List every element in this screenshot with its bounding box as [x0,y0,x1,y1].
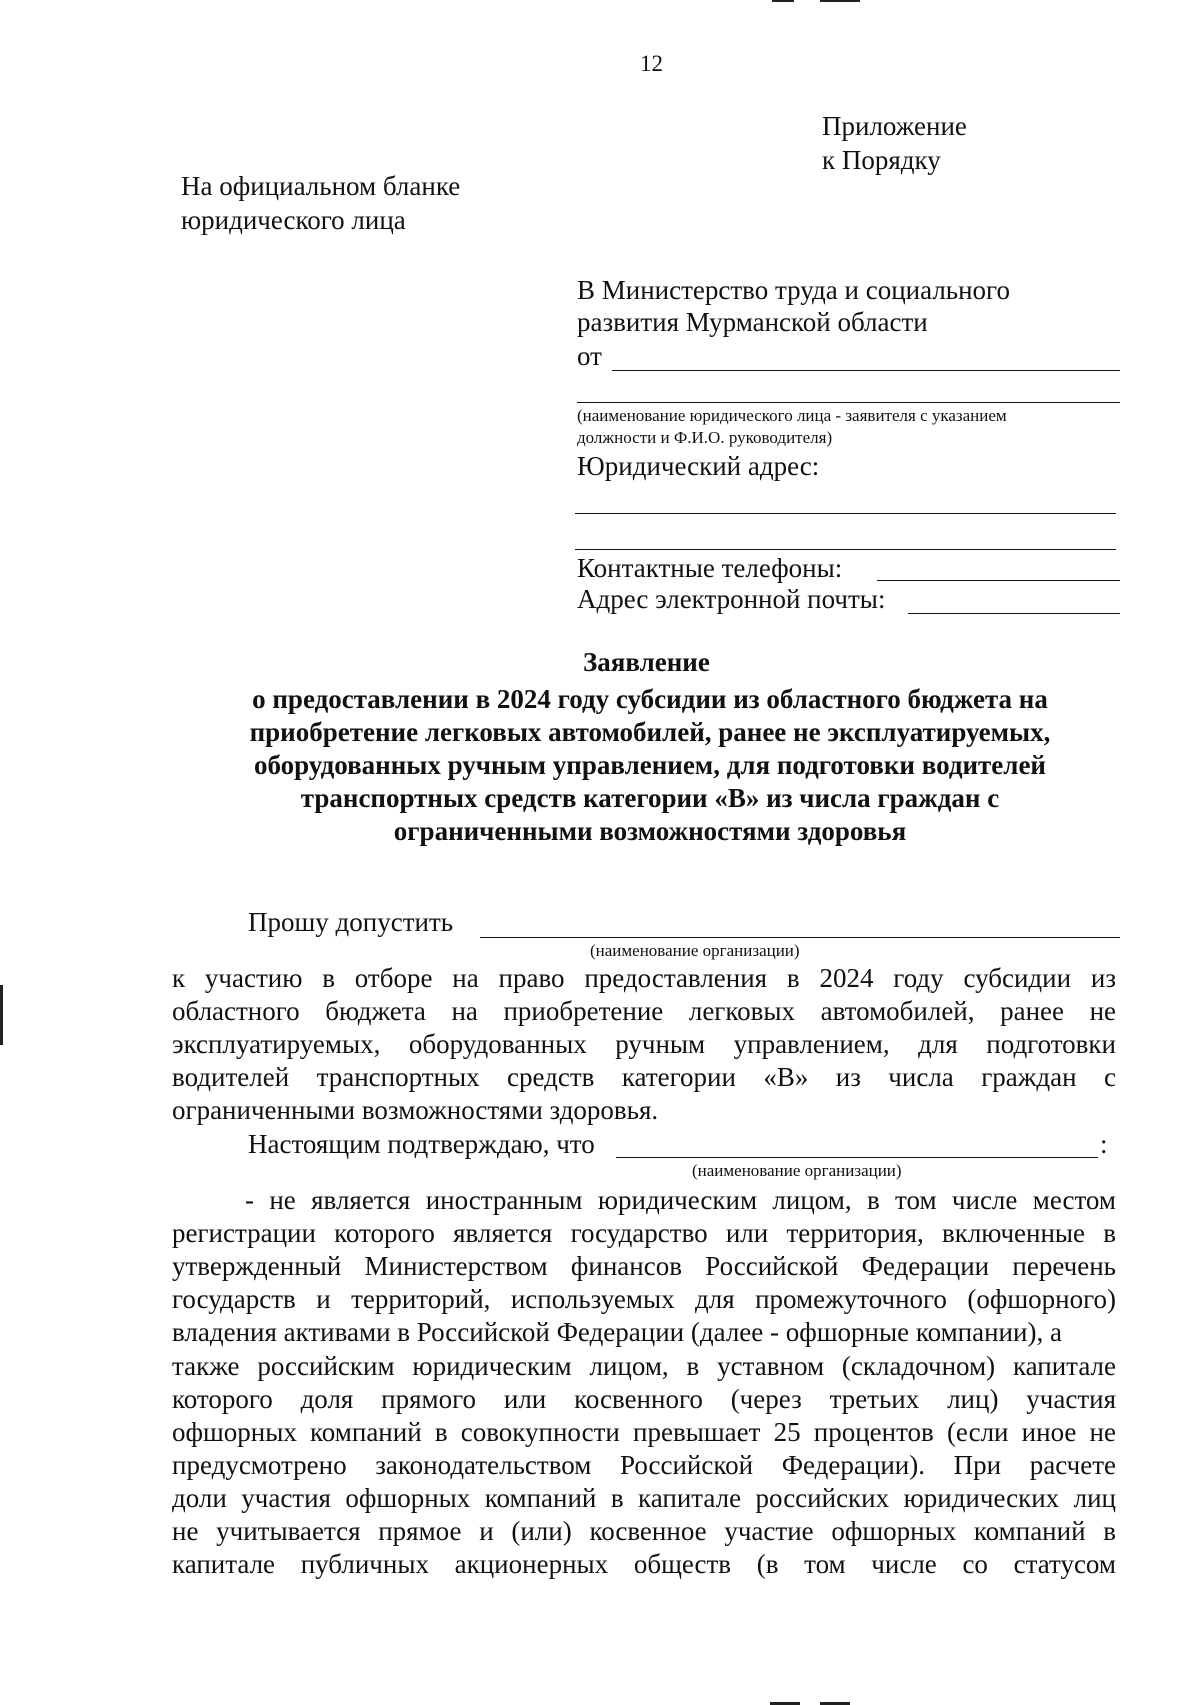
document-title: Заявление [583,647,710,677]
body-line-4: государств и территорий, используемых для промежуточного (офшорного) [172,1284,1116,1314]
request-text-line-2: областного бюджета на приобретение легковых автомобилей, ранее не [172,996,1116,1026]
appendix-line-1: Приложение [822,111,967,141]
page-number: 12 [640,51,663,76]
applicant-caption-line-2: должности и Ф.И.О. руководителя) [577,428,833,447]
title-line-5: ограниченными возможностями здоровья [393,816,907,846]
scan-mark-left [0,985,3,1045]
request-text-line-3: эксплуатируемых, оборудованных ручным управлением, для подготовки [172,1029,1116,1059]
applicant-name-line [612,370,1120,371]
body-line-1: - не является иностранным юридическим лицом, в том числе местом [245,1185,1116,1215]
email-label: Адрес электронной почты: [577,584,886,614]
confirm-colon: : [1100,1129,1108,1159]
request-text-line-4: водителей транспортных средств категории «В» из числа граждан с [172,1062,1116,1092]
scan-mark-top [820,0,860,2]
appendix-line-2: к Порядку [822,145,941,175]
request-lead: Прошу допустить [248,907,454,937]
body-line-11: не учитывается прямое и (или) косвенное участие офшорных компаний в [172,1516,1116,1546]
body-line-9: предусмотрено законодательством Российской Федерации). При расчете [172,1450,1116,1480]
body-line-8: офшорных компаний в совокупности превышает 25 процентов (если иное не [172,1417,1116,1447]
letterhead-note-line-1: На официальном бланке [181,171,461,201]
applicant-caption-line-1: (наименование юридического лица - заявителя с указанием [577,406,1007,425]
scan-mark-top [772,0,794,2]
request-text-line-1: к участию в отборе на право предоставления в 2024 году субсидии из [172,963,1116,993]
title-line-3: оборудованных ручным управлением, для подготовки водителей [254,750,1046,780]
legal-address-line-2 [575,549,1116,550]
legal-address-label: Юридический адрес: [577,451,820,481]
title-line-1: о предоставлении в 2024 году субсидии из областного бюджета на [252,684,1048,714]
legal-address-line-1 [575,513,1116,514]
addressee-line-1: В Министерство труда и социального [577,275,1010,305]
confirm-org-line [616,1157,1098,1158]
body-line-6: также российским юридическим лицом, в уставном (складочном) капитале [172,1351,1116,1381]
body-line-7: которого доля прямого или косвенного (через третьих лиц) участия [172,1384,1116,1414]
addressee-line-2: развития Мурманской области [577,307,928,337]
applicant-name-line-2 [577,402,1120,403]
phones-label: Контактные телефоны: [577,553,843,583]
request-org-caption: (наименование организации) [590,941,800,960]
phones-line [877,580,1120,581]
email-line [908,613,1120,614]
body-line-10: доли участия офшорных компаний в капитале российских юридических лиц [172,1483,1116,1513]
confirm-org-caption: (наименование организации) [692,1161,902,1180]
confirm-lead: Настоящим подтверждаю, что [248,1129,595,1159]
body-line-3: утвержденный Министерством финансов Российской Федерации перечень [172,1251,1116,1281]
title-line-4: транспортных средств категории «В» из числа граждан с [300,783,1000,813]
title-line-2: приобретение легковых автомобилей, ранее не эксплуатируемых, [249,717,1051,747]
body-line-12: капитале публичных акционерных обществ (в том числе со статусом [172,1549,1116,1579]
body-line-2: регистрации которого является государство или территория, включенные в [172,1218,1116,1248]
body-line-5: владения активами в Российской Федерации (далее - офшорные компании), а [172,1317,1062,1347]
letterhead-note-line-2: юридического лица [181,205,406,235]
from-label: от [577,341,602,371]
request-text-line-5: ограниченными возможностями здоровья. [172,1095,659,1125]
request-org-line [480,937,1120,938]
